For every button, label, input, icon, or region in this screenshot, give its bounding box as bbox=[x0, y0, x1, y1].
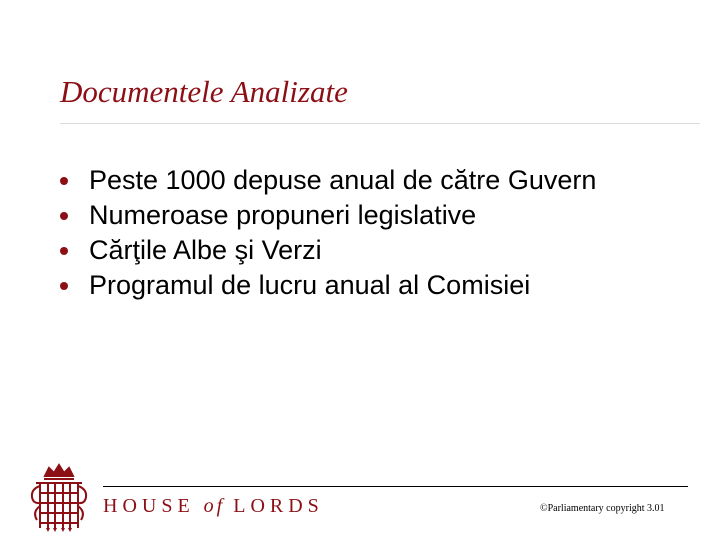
bullet-text: Programul de lucru anual al Comisiei bbox=[89, 270, 531, 300]
footer-divider bbox=[103, 486, 688, 487]
bullet-item bbox=[60, 233, 680, 268]
portcullis-crown-icon bbox=[28, 462, 90, 532]
bullet-text: Cărţile Albe şi Verzi bbox=[89, 235, 322, 265]
bullet-icon bbox=[60, 177, 68, 185]
bullet-item bbox=[60, 268, 680, 303]
bullet-list bbox=[60, 163, 680, 303]
wordmark-lords: LORDS bbox=[233, 495, 324, 517]
bullet-text: Numeroase propuneri legislative bbox=[89, 200, 477, 230]
bullet-icon bbox=[60, 247, 68, 255]
slide-title: Documentele Analizate bbox=[60, 74, 348, 109]
wordmark-house: HOUSE bbox=[103, 495, 195, 517]
bullet-text: Peste 1000 depuse anual de către Guvern bbox=[89, 165, 597, 195]
bullet-item bbox=[60, 198, 680, 233]
bullet-icon bbox=[60, 212, 68, 220]
house-of-lords-wordmark bbox=[103, 495, 324, 518]
bullet-icon bbox=[60, 282, 68, 290]
title-divider bbox=[60, 123, 700, 124]
bullet-item bbox=[60, 163, 680, 198]
copyright-notice: ©Parliamentary copyright 3.01 bbox=[540, 503, 665, 514]
wordmark-of: of bbox=[203, 495, 226, 517]
